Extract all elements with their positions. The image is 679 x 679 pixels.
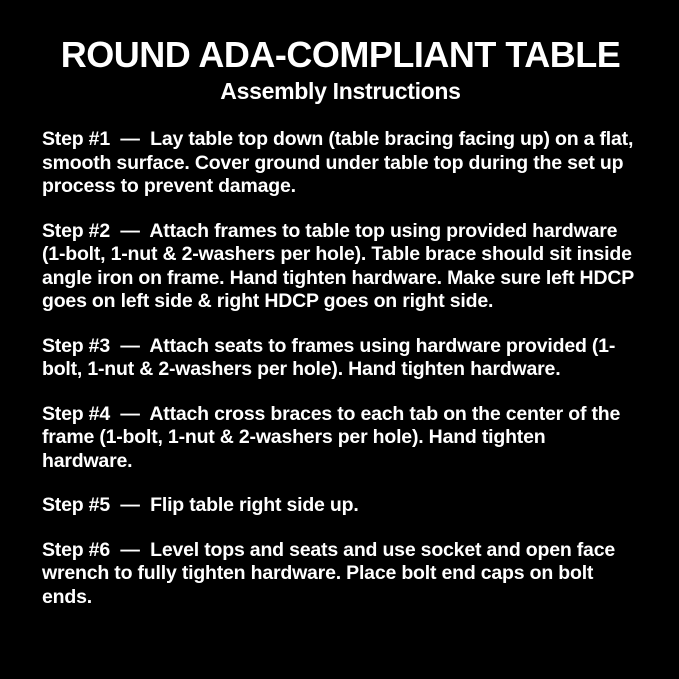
step-5-label: Step #5 (42, 494, 110, 517)
step-6-separator: — (109, 538, 151, 561)
step-3-body: Attach seats to frames using hardware provided (1-bolt, 1-nut & 2-washers per hole). Hand tighten hardware. (42, 334, 616, 381)
step-4-body: Attach cross braces to each tab on the center of the frame (1-bolt, 1-nut & 2-washers per hole). Hand tighten hardware. (42, 402, 626, 472)
step-6 (42, 539, 639, 610)
page-title: ROUND ADA-COMPLIANT TABLE (60, 34, 621, 75)
step-3-label: Step #3 (42, 334, 110, 357)
step-1-separator: — (109, 128, 151, 151)
step-2 (42, 220, 639, 314)
step-5-body: Flip table right side up. (150, 494, 359, 517)
step-3 (42, 335, 639, 382)
step-6-label: Step #6 (42, 538, 110, 561)
step-5 (42, 494, 639, 518)
step-1-label: Step #1 (42, 128, 110, 151)
step-1 (42, 128, 639, 199)
page-subtitle: Assembly Instructions (220, 77, 461, 104)
step-2-label: Step #2 (42, 219, 110, 242)
step-2-separator: — (109, 219, 150, 242)
step-5-separator: — (109, 494, 151, 517)
step-6-body: Level tops and seats and use socket and open face wrench to fully tighten hardware. Place bolt end caps on bolt ends. (42, 538, 621, 608)
step-4-label: Step #4 (42, 402, 110, 425)
step-2-body: Attach frames to table top using provided hardware (1-bolt, 1-nut & 2-washers per hole). Table brace should sit inside angle iron on frame. Hand tighten hardware. Make sure left HDCP goes on left side & right HDCP goes on right side. (42, 219, 639, 313)
step-1-body: Lay table top down (table bracing facing up) on a flat, smooth surface. Cover ground under table top during the set up process to prevent damage. (42, 128, 639, 198)
step-4 (42, 403, 639, 474)
step-4-separator: — (109, 402, 150, 425)
step-3-separator: — (109, 334, 150, 357)
steps-list (42, 128, 639, 609)
